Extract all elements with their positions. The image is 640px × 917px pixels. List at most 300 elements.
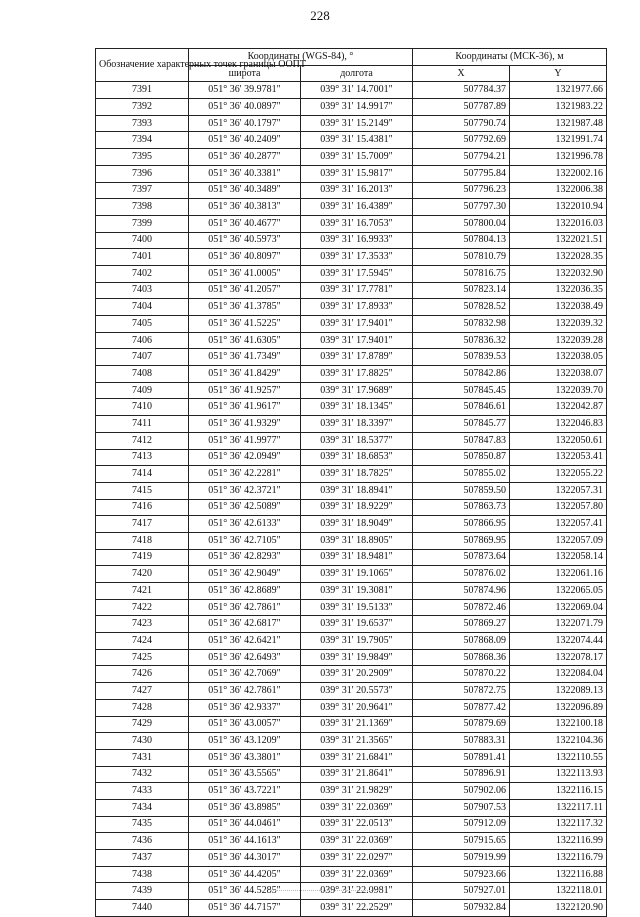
point-id-cell: 7391 xyxy=(96,82,189,99)
y-coordinate-cell: 1322117.32 xyxy=(510,816,607,833)
point-id-cell: 7392 xyxy=(96,99,189,116)
longitude-cell: 039° 31' 18.5377" xyxy=(301,432,413,449)
point-id-cell: 7432 xyxy=(96,766,189,783)
table-row xyxy=(96,733,607,750)
latitude-cell: 051° 36' 40.2409" xyxy=(189,132,301,149)
point-id-cell: 7438 xyxy=(96,866,189,883)
longitude-cell: 039° 31' 20.5573" xyxy=(301,683,413,700)
latitude-cell: 051° 36' 43.7221" xyxy=(189,783,301,800)
x-coordinate-cell: 507923.66 xyxy=(413,866,510,883)
point-id-cell: 7439 xyxy=(96,883,189,900)
table-row xyxy=(96,249,607,266)
longitude-cell: 039° 31' 18.9229" xyxy=(301,499,413,516)
point-id-cell: 7419 xyxy=(96,549,189,566)
y-coordinate-cell: 1322039.32 xyxy=(510,316,607,333)
longitude-cell: 039° 31' 21.9829" xyxy=(301,783,413,800)
header-wgs84: Координаты (WGS-84), ° xyxy=(189,49,413,66)
longitude-cell: 039° 31' 18.8941" xyxy=(301,482,413,499)
table-row xyxy=(96,866,607,883)
latitude-cell: 051° 36' 40.8097" xyxy=(189,249,301,266)
x-coordinate-cell: 507912.09 xyxy=(413,816,510,833)
longitude-cell: 039° 31' 18.6853" xyxy=(301,449,413,466)
latitude-cell: 051° 36' 41.9977" xyxy=(189,432,301,449)
longitude-cell: 039° 31' 14.9917" xyxy=(301,99,413,116)
point-id-cell: 7415 xyxy=(96,482,189,499)
x-coordinate-cell: 507876.02 xyxy=(413,566,510,583)
x-coordinate-cell: 507842.86 xyxy=(413,366,510,383)
table-row xyxy=(96,99,607,116)
longitude-cell: 039° 31' 22.0513" xyxy=(301,816,413,833)
y-coordinate-cell: 1322057.80 xyxy=(510,499,607,516)
table-row xyxy=(96,850,607,867)
y-coordinate-cell: 1322118.01 xyxy=(510,883,607,900)
x-coordinate-cell: 507907.53 xyxy=(413,799,510,816)
y-coordinate-cell: 1322116.79 xyxy=(510,850,607,867)
longitude-cell: 039° 31' 17.9401" xyxy=(301,332,413,349)
table-row xyxy=(96,232,607,249)
scan-artifact xyxy=(270,890,380,892)
point-id-cell: 7409 xyxy=(96,382,189,399)
longitude-cell: 039° 31' 22.2529" xyxy=(301,900,413,917)
latitude-cell: 051° 36' 43.5565" xyxy=(189,766,301,783)
latitude-cell: 051° 36' 41.2057" xyxy=(189,282,301,299)
y-coordinate-cell: 1322039.70 xyxy=(510,382,607,399)
x-coordinate-cell: 507872.75 xyxy=(413,683,510,700)
point-id-cell: 7399 xyxy=(96,215,189,232)
table-row xyxy=(96,416,607,433)
latitude-cell: 051° 36' 42.9049" xyxy=(189,566,301,583)
x-coordinate-cell: 507796.23 xyxy=(413,182,510,199)
y-coordinate-cell: 1322096.89 xyxy=(510,699,607,716)
point-id-cell: 7436 xyxy=(96,833,189,850)
y-coordinate-cell: 1322113.93 xyxy=(510,766,607,783)
latitude-cell: 051° 36' 40.1797" xyxy=(189,115,301,132)
y-coordinate-cell: 1322100.18 xyxy=(510,716,607,733)
y-coordinate-cell: 1322078.17 xyxy=(510,649,607,666)
point-id-cell: 7401 xyxy=(96,249,189,266)
point-id-cell: 7411 xyxy=(96,416,189,433)
latitude-cell: 051° 36' 42.0949" xyxy=(189,449,301,466)
longitude-cell: 039° 31' 17.9401" xyxy=(301,316,413,333)
point-id-cell: 7410 xyxy=(96,399,189,416)
point-id-cell: 7393 xyxy=(96,115,189,132)
y-coordinate-cell: 1322021.51 xyxy=(510,232,607,249)
longitude-cell: 039° 31' 19.3081" xyxy=(301,583,413,600)
point-id-cell: 7435 xyxy=(96,816,189,833)
table-row xyxy=(96,649,607,666)
longitude-cell: 039° 31' 17.8825" xyxy=(301,366,413,383)
x-coordinate-cell: 507828.52 xyxy=(413,299,510,316)
latitude-cell: 051° 36' 40.2877" xyxy=(189,149,301,166)
longitude-cell: 039° 31' 15.7009" xyxy=(301,149,413,166)
y-coordinate-cell: 1322110.55 xyxy=(510,749,607,766)
longitude-cell: 039° 31' 16.9933" xyxy=(301,232,413,249)
y-coordinate-cell: 1322084.04 xyxy=(510,666,607,683)
table-row xyxy=(96,115,607,132)
header-point-name: Обозначение характерных точек границы ООПТ xyxy=(96,49,189,82)
table-row xyxy=(96,783,607,800)
longitude-cell: 039° 31' 15.2149" xyxy=(301,115,413,132)
table-row xyxy=(96,432,607,449)
y-coordinate-cell: 1322069.04 xyxy=(510,599,607,616)
table-row xyxy=(96,165,607,182)
point-id-cell: 7437 xyxy=(96,850,189,867)
point-id-cell: 7396 xyxy=(96,165,189,182)
latitude-cell: 051° 36' 40.3381" xyxy=(189,165,301,182)
table-row xyxy=(96,449,607,466)
x-coordinate-cell: 507869.27 xyxy=(413,616,510,633)
latitude-cell: 051° 36' 41.5225" xyxy=(189,316,301,333)
latitude-cell: 051° 36' 41.9329" xyxy=(189,416,301,433)
latitude-cell: 051° 36' 39.9781" xyxy=(189,82,301,99)
page-number: 228 xyxy=(310,8,330,23)
latitude-cell: 051° 36' 42.7861" xyxy=(189,599,301,616)
point-id-cell: 7412 xyxy=(96,432,189,449)
longitude-cell: 039° 31' 22.0369" xyxy=(301,799,413,816)
longitude-cell: 039° 31' 20.2909" xyxy=(301,666,413,683)
latitude-cell: 051° 36' 42.6421" xyxy=(189,633,301,650)
point-id-cell: 7403 xyxy=(96,282,189,299)
y-coordinate-cell: 1322116.88 xyxy=(510,866,607,883)
longitude-cell: 039° 31' 18.7825" xyxy=(301,466,413,483)
y-coordinate-cell: 1322002.16 xyxy=(510,165,607,182)
y-coordinate-cell: 1321977.66 xyxy=(510,82,607,99)
table-row xyxy=(96,349,607,366)
table-row xyxy=(96,749,607,766)
longitude-cell: 039° 31' 19.5133" xyxy=(301,599,413,616)
latitude-cell: 051° 36' 42.6133" xyxy=(189,516,301,533)
point-id-cell: 7417 xyxy=(96,516,189,533)
y-coordinate-cell: 1322074.44 xyxy=(510,633,607,650)
table-row xyxy=(96,215,607,232)
latitude-cell: 051° 36' 41.6305" xyxy=(189,332,301,349)
x-coordinate-cell: 507845.45 xyxy=(413,382,510,399)
table-body xyxy=(96,82,607,916)
x-coordinate-cell: 507797.30 xyxy=(413,199,510,216)
y-coordinate-cell: 1321996.78 xyxy=(510,149,607,166)
x-coordinate-cell: 507816.75 xyxy=(413,265,510,282)
longitude-cell: 039° 31' 18.9049" xyxy=(301,516,413,533)
x-coordinate-cell: 507795.84 xyxy=(413,165,510,182)
header-msk36: Координаты (МСК-36), м xyxy=(413,49,607,66)
x-coordinate-cell: 507872.46 xyxy=(413,599,510,616)
table-row xyxy=(96,316,607,333)
longitude-cell: 039° 31' 21.6841" xyxy=(301,749,413,766)
latitude-cell: 051° 36' 42.6493" xyxy=(189,649,301,666)
latitude-cell: 051° 36' 43.3801" xyxy=(189,749,301,766)
latitude-cell: 051° 36' 44.7157" xyxy=(189,900,301,917)
point-id-cell: 7406 xyxy=(96,332,189,349)
latitude-cell: 051° 36' 41.9257" xyxy=(189,382,301,399)
y-coordinate-cell: 1322038.07 xyxy=(510,366,607,383)
table-row xyxy=(96,82,607,99)
table-row xyxy=(96,482,607,499)
point-id-cell: 7400 xyxy=(96,232,189,249)
table-row xyxy=(96,566,607,583)
latitude-cell: 051° 36' 40.5973" xyxy=(189,232,301,249)
latitude-cell: 051° 36' 41.9617" xyxy=(189,399,301,416)
longitude-cell: 039° 31' 17.5945" xyxy=(301,265,413,282)
latitude-cell: 051° 36' 42.8293" xyxy=(189,549,301,566)
point-id-cell: 7427 xyxy=(96,683,189,700)
longitude-cell: 039° 31' 16.2013" xyxy=(301,182,413,199)
latitude-cell: 051° 36' 43.1209" xyxy=(189,733,301,750)
latitude-cell: 051° 36' 41.7349" xyxy=(189,349,301,366)
y-coordinate-cell: 1322028.35 xyxy=(510,249,607,266)
longitude-cell: 039° 31' 17.9689" xyxy=(301,382,413,399)
latitude-cell: 051° 36' 44.3017" xyxy=(189,850,301,867)
latitude-cell: 051° 36' 42.8689" xyxy=(189,583,301,600)
point-id-cell: 7395 xyxy=(96,149,189,166)
longitude-cell: 039° 31' 19.6537" xyxy=(301,616,413,633)
table-header-row xyxy=(96,49,607,66)
table-row xyxy=(96,583,607,600)
longitude-cell: 039° 31' 16.7053" xyxy=(301,215,413,232)
x-coordinate-cell: 507891.41 xyxy=(413,749,510,766)
y-coordinate-cell: 1322057.09 xyxy=(510,532,607,549)
point-id-cell: 7416 xyxy=(96,499,189,516)
longitude-cell: 039° 31' 20.9641" xyxy=(301,699,413,716)
header-y: Y xyxy=(510,65,607,82)
x-coordinate-cell: 507873.64 xyxy=(413,549,510,566)
longitude-cell: 039° 31' 22.0981" xyxy=(301,883,413,900)
x-coordinate-cell: 507784.37 xyxy=(413,82,510,99)
table-row xyxy=(96,683,607,700)
latitude-cell: 051° 36' 42.9337" xyxy=(189,699,301,716)
table-row xyxy=(96,532,607,549)
coordinates-table xyxy=(95,48,607,917)
point-id-cell: 7397 xyxy=(96,182,189,199)
longitude-cell: 039° 31' 19.7905" xyxy=(301,633,413,650)
y-coordinate-cell: 1322055.22 xyxy=(510,466,607,483)
header-latitude: широта xyxy=(189,65,301,82)
y-coordinate-cell: 1322104.36 xyxy=(510,733,607,750)
point-id-cell: 7420 xyxy=(96,566,189,583)
table-row xyxy=(96,549,607,566)
x-coordinate-cell: 507883.31 xyxy=(413,733,510,750)
y-coordinate-cell: 1322038.05 xyxy=(510,349,607,366)
x-coordinate-cell: 507823.14 xyxy=(413,282,510,299)
longitude-cell: 039° 31' 17.8789" xyxy=(301,349,413,366)
point-id-cell: 7424 xyxy=(96,633,189,650)
x-coordinate-cell: 507896.91 xyxy=(413,766,510,783)
point-id-cell: 7407 xyxy=(96,349,189,366)
latitude-cell: 051° 36' 44.1613" xyxy=(189,833,301,850)
table-row xyxy=(96,366,607,383)
x-coordinate-cell: 507810.79 xyxy=(413,249,510,266)
x-coordinate-cell: 507866.95 xyxy=(413,516,510,533)
y-coordinate-cell: 1322116.15 xyxy=(510,783,607,800)
table-row xyxy=(96,332,607,349)
longitude-cell: 039° 31' 19.1065" xyxy=(301,566,413,583)
y-coordinate-cell: 1322032.90 xyxy=(510,265,607,282)
longitude-cell: 039° 31' 15.9817" xyxy=(301,165,413,182)
latitude-cell: 051° 36' 41.0005" xyxy=(189,265,301,282)
longitude-cell: 039° 31' 21.1369" xyxy=(301,716,413,733)
x-coordinate-cell: 507845.77 xyxy=(413,416,510,433)
longitude-cell: 039° 31' 21.3565" xyxy=(301,733,413,750)
table-row xyxy=(96,466,607,483)
x-coordinate-cell: 507846.61 xyxy=(413,399,510,416)
latitude-cell: 051° 36' 42.5089" xyxy=(189,499,301,516)
longitude-cell: 039° 31' 22.0369" xyxy=(301,866,413,883)
point-id-cell: 7433 xyxy=(96,783,189,800)
table-row xyxy=(96,900,607,917)
y-coordinate-cell: 1322117.11 xyxy=(510,799,607,816)
latitude-cell: 051° 36' 42.7105" xyxy=(189,532,301,549)
table-row xyxy=(96,499,607,516)
x-coordinate-cell: 507870.22 xyxy=(413,666,510,683)
longitude-cell: 039° 31' 22.0369" xyxy=(301,833,413,850)
table-row xyxy=(96,616,607,633)
point-id-cell: 7421 xyxy=(96,583,189,600)
y-coordinate-cell: 1321987.48 xyxy=(510,115,607,132)
x-coordinate-cell: 507794.21 xyxy=(413,149,510,166)
table-row xyxy=(96,633,607,650)
table-row xyxy=(96,182,607,199)
x-coordinate-cell: 507859.50 xyxy=(413,482,510,499)
table-row xyxy=(96,599,607,616)
y-coordinate-cell: 1322042.87 xyxy=(510,399,607,416)
longitude-cell: 039° 31' 14.7001" xyxy=(301,82,413,99)
x-coordinate-cell: 507836.32 xyxy=(413,332,510,349)
point-id-cell: 7422 xyxy=(96,599,189,616)
x-coordinate-cell: 507932.84 xyxy=(413,900,510,917)
table-row xyxy=(96,699,607,716)
longitude-cell: 039° 31' 16.4389" xyxy=(301,199,413,216)
point-id-cell: 7423 xyxy=(96,616,189,633)
x-coordinate-cell: 507879.69 xyxy=(413,716,510,733)
x-coordinate-cell: 507804.13 xyxy=(413,232,510,249)
point-id-cell: 7414 xyxy=(96,466,189,483)
latitude-cell: 051° 36' 41.3785" xyxy=(189,299,301,316)
table-row xyxy=(96,399,607,416)
y-coordinate-cell: 1322089.13 xyxy=(510,683,607,700)
table-row xyxy=(96,666,607,683)
x-coordinate-cell: 507855.02 xyxy=(413,466,510,483)
longitude-cell: 039° 31' 17.3533" xyxy=(301,249,413,266)
latitude-cell: 051° 36' 40.0897" xyxy=(189,99,301,116)
y-coordinate-cell: 1322036.35 xyxy=(510,282,607,299)
longitude-cell: 039° 31' 15.4381" xyxy=(301,132,413,149)
point-id-cell: 7413 xyxy=(96,449,189,466)
x-coordinate-cell: 507787.89 xyxy=(413,99,510,116)
x-coordinate-cell: 507790.74 xyxy=(413,115,510,132)
y-coordinate-cell: 1322057.41 xyxy=(510,516,607,533)
y-coordinate-cell: 1322071.79 xyxy=(510,616,607,633)
table-row xyxy=(96,299,607,316)
latitude-cell: 051° 36' 42.3721" xyxy=(189,482,301,499)
y-coordinate-cell: 1322016.03 xyxy=(510,215,607,232)
x-coordinate-cell: 507868.09 xyxy=(413,633,510,650)
table-row xyxy=(96,382,607,399)
y-coordinate-cell: 1322039.28 xyxy=(510,332,607,349)
y-coordinate-cell: 1322120.90 xyxy=(510,900,607,917)
y-coordinate-cell: 1322053.41 xyxy=(510,449,607,466)
table-row xyxy=(96,799,607,816)
point-id-cell: 7431 xyxy=(96,749,189,766)
y-coordinate-cell: 1322116.99 xyxy=(510,833,607,850)
point-id-cell: 7418 xyxy=(96,532,189,549)
latitude-cell: 051° 36' 42.2281" xyxy=(189,466,301,483)
longitude-cell: 039° 31' 17.8933" xyxy=(301,299,413,316)
y-coordinate-cell: 1321991.74 xyxy=(510,132,607,149)
longitude-cell: 039° 31' 19.9849" xyxy=(301,649,413,666)
y-coordinate-cell: 1322006.38 xyxy=(510,182,607,199)
x-coordinate-cell: 507792.69 xyxy=(413,132,510,149)
point-id-cell: 7440 xyxy=(96,900,189,917)
x-coordinate-cell: 507850.87 xyxy=(413,449,510,466)
x-coordinate-cell: 507902.06 xyxy=(413,783,510,800)
point-id-cell: 7425 xyxy=(96,649,189,666)
y-coordinate-cell: 1322058.14 xyxy=(510,549,607,566)
y-coordinate-cell: 1322046.83 xyxy=(510,416,607,433)
point-id-cell: 7404 xyxy=(96,299,189,316)
latitude-cell: 051° 36' 40.3813" xyxy=(189,199,301,216)
table-row xyxy=(96,766,607,783)
y-coordinate-cell: 1321983.22 xyxy=(510,99,607,116)
latitude-cell: 051° 36' 42.7069" xyxy=(189,666,301,683)
point-id-cell: 7405 xyxy=(96,316,189,333)
point-id-cell: 7398 xyxy=(96,199,189,216)
x-coordinate-cell: 507839.53 xyxy=(413,349,510,366)
y-coordinate-cell: 1322061.16 xyxy=(510,566,607,583)
longitude-cell: 039° 31' 18.8905" xyxy=(301,532,413,549)
table-row xyxy=(96,265,607,282)
latitude-cell: 051° 36' 41.8429" xyxy=(189,366,301,383)
point-id-cell: 7394 xyxy=(96,132,189,149)
point-id-cell: 7429 xyxy=(96,716,189,733)
table-row xyxy=(96,833,607,850)
header-x: X xyxy=(413,65,510,82)
table-row xyxy=(96,816,607,833)
point-id-cell: 7430 xyxy=(96,733,189,750)
longitude-cell: 039° 31' 21.8641" xyxy=(301,766,413,783)
x-coordinate-cell: 507868.36 xyxy=(413,649,510,666)
table-row xyxy=(96,716,607,733)
latitude-cell: 051° 36' 42.7861" xyxy=(189,683,301,700)
point-id-cell: 7426 xyxy=(96,666,189,683)
latitude-cell: 051° 36' 40.4677" xyxy=(189,215,301,232)
longitude-cell: 039° 31' 18.9481" xyxy=(301,549,413,566)
latitude-cell: 051° 36' 40.3489" xyxy=(189,182,301,199)
y-coordinate-cell: 1322010.94 xyxy=(510,199,607,216)
longitude-cell: 039° 31' 22.0297" xyxy=(301,850,413,867)
latitude-cell: 051° 36' 44.0461" xyxy=(189,816,301,833)
x-coordinate-cell: 507863.73 xyxy=(413,499,510,516)
latitude-cell: 051° 36' 42.6817" xyxy=(189,616,301,633)
table-row xyxy=(96,132,607,149)
table-row xyxy=(96,282,607,299)
latitude-cell: 051° 36' 44.5285" xyxy=(189,883,301,900)
x-coordinate-cell: 507919.99 xyxy=(413,850,510,867)
x-coordinate-cell: 507877.42 xyxy=(413,699,510,716)
point-id-cell: 7408 xyxy=(96,366,189,383)
point-id-cell: 7434 xyxy=(96,799,189,816)
point-id-cell: 7402 xyxy=(96,265,189,282)
y-coordinate-cell: 1322050.61 xyxy=(510,432,607,449)
longitude-cell: 039° 31' 18.3397" xyxy=(301,416,413,433)
x-coordinate-cell: 507927.01 xyxy=(413,883,510,900)
y-coordinate-cell: 1322065.05 xyxy=(510,583,607,600)
header-longitude: долгота xyxy=(301,65,413,82)
y-coordinate-cell: 1322038.49 xyxy=(510,299,607,316)
latitude-cell: 051° 36' 44.4205" xyxy=(189,866,301,883)
longitude-cell: 039° 31' 17.7781" xyxy=(301,282,413,299)
x-coordinate-cell: 507847.83 xyxy=(413,432,510,449)
longitude-cell: 039° 31' 18.1345" xyxy=(301,399,413,416)
x-coordinate-cell: 507915.65 xyxy=(413,833,510,850)
